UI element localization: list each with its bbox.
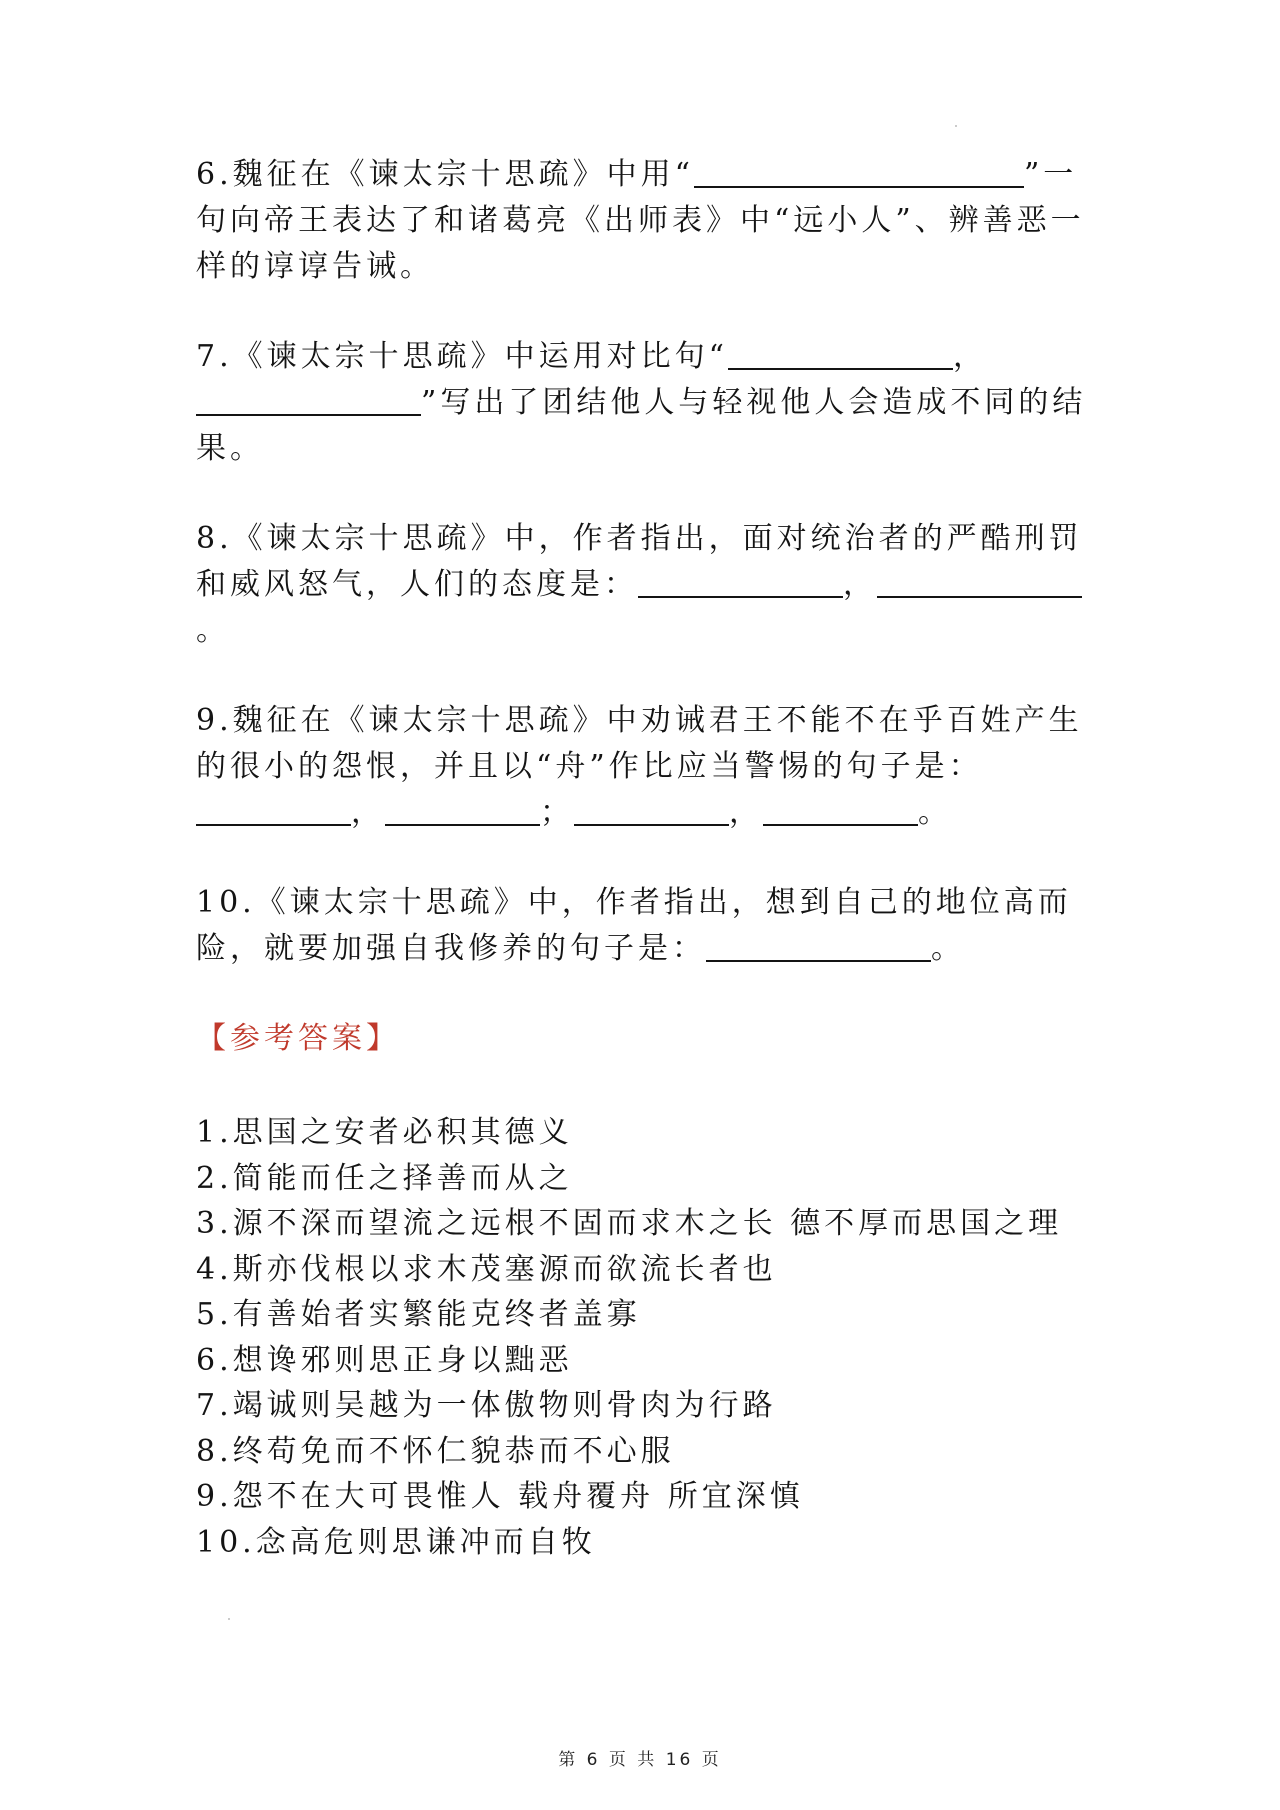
- separator: ，: [351, 795, 385, 830]
- question-text: 。: [918, 795, 952, 830]
- answer-item: 2.简能而任之择善而从之: [196, 1160, 573, 1196]
- question-text: 《谏太宗十思疏》中，作者指出，想到自己的地位高而险，就要加强自我修养的句子是：: [196, 885, 1072, 966]
- question-number: 6.: [196, 157, 233, 192]
- footer-middle: 页 共: [608, 1750, 658, 1770]
- answer-blank[interactable]: [574, 794, 729, 826]
- question-10: [196, 880, 1096, 972]
- separator: ，: [729, 795, 763, 830]
- footer-suffix: 页: [701, 1750, 722, 1770]
- question-6: [196, 152, 1096, 290]
- current-page-number: 6: [586, 1750, 601, 1770]
- answer-item: 6.想谗邪则思正身以黜恶: [196, 1342, 573, 1378]
- answer-blank[interactable]: [385, 794, 540, 826]
- question-number: 8.: [196, 521, 233, 556]
- question-text: ”写出了团结他人与轻视他人会造成不同的结果。: [196, 385, 1087, 466]
- separator: ，: [952, 339, 987, 374]
- answer-item: 4.斯亦伐根以求木茂塞源而欲流长者也: [196, 1251, 777, 1287]
- page-content: [196, 152, 1096, 1565]
- separator: ；: [540, 795, 574, 830]
- answers-heading: 【参考答案】: [196, 1021, 400, 1056]
- question-7: [196, 334, 1096, 472]
- question-text: 。: [196, 613, 230, 648]
- footer-prefix: 第: [558, 1750, 579, 1770]
- question-8: [196, 516, 1096, 654]
- answer-item: 7.竭诚则吴越为一体傲物则骨肉为行路: [196, 1388, 777, 1423]
- scan-speck: [955, 125, 957, 127]
- answer-blank[interactable]: [877, 566, 1082, 598]
- answer-item: 1.思国之安者必积其德义: [196, 1115, 573, 1150]
- scan-speck: [228, 1618, 230, 1620]
- total-page-count: 16: [665, 1750, 694, 1770]
- question-text: ”一句向帝王表达了和诸葛亮《出师表》中“远小人”、辨善恶一样的谆谆告诫。: [196, 157, 1085, 284]
- answer-list: [196, 1110, 1096, 1565]
- question-text: 魏征在《谏太宗十思疏》中用“: [232, 157, 694, 192]
- answer-blank[interactable]: [196, 384, 421, 416]
- answer-item: 10.念高危则思谦冲而自牧: [196, 1524, 596, 1560]
- answer-item: 3.源不深而望流之远根不固而求木之长 德不厚而思国之理: [196, 1206, 1063, 1241]
- question-9: [196, 698, 1096, 836]
- answer-blank[interactable]: [196, 794, 351, 826]
- question-text: 《谏太宗十思疏》中运用对比句“: [232, 339, 728, 374]
- answer-item: 9.怨不在大可畏惟人 载舟覆舟 所宜深慎: [196, 1479, 804, 1514]
- answer-blank[interactable]: [706, 930, 931, 962]
- answer-blank[interactable]: [638, 566, 843, 598]
- answer-blank[interactable]: [763, 794, 918, 826]
- question-text: 。: [931, 931, 965, 966]
- separator: ，: [843, 567, 877, 602]
- question-number: 10.: [196, 885, 256, 920]
- question-number: 7.: [196, 339, 233, 374]
- answer-blank[interactable]: [694, 156, 1024, 188]
- page-footer: [0, 1745, 1280, 1770]
- question-text: 《谏太宗十思疏》中，作者指出，面对统治者的严酷刑罚和威风怒气，人们的态度是：: [196, 521, 1083, 602]
- answer-item: 5.有善始者实繁能克终者盖寡: [196, 1297, 641, 1332]
- answer-blank[interactable]: [728, 338, 953, 370]
- answer-item: 8.终苟免而不怀仁貌恭而不心服: [196, 1433, 675, 1469]
- question-number: 9.: [196, 703, 233, 738]
- question-text: 魏征在《谏太宗十思疏》中劝诫君王不能不在乎百姓产生的很小的怨恨，并且以“舟”作比应当警惕的句子是：: [196, 703, 1083, 784]
